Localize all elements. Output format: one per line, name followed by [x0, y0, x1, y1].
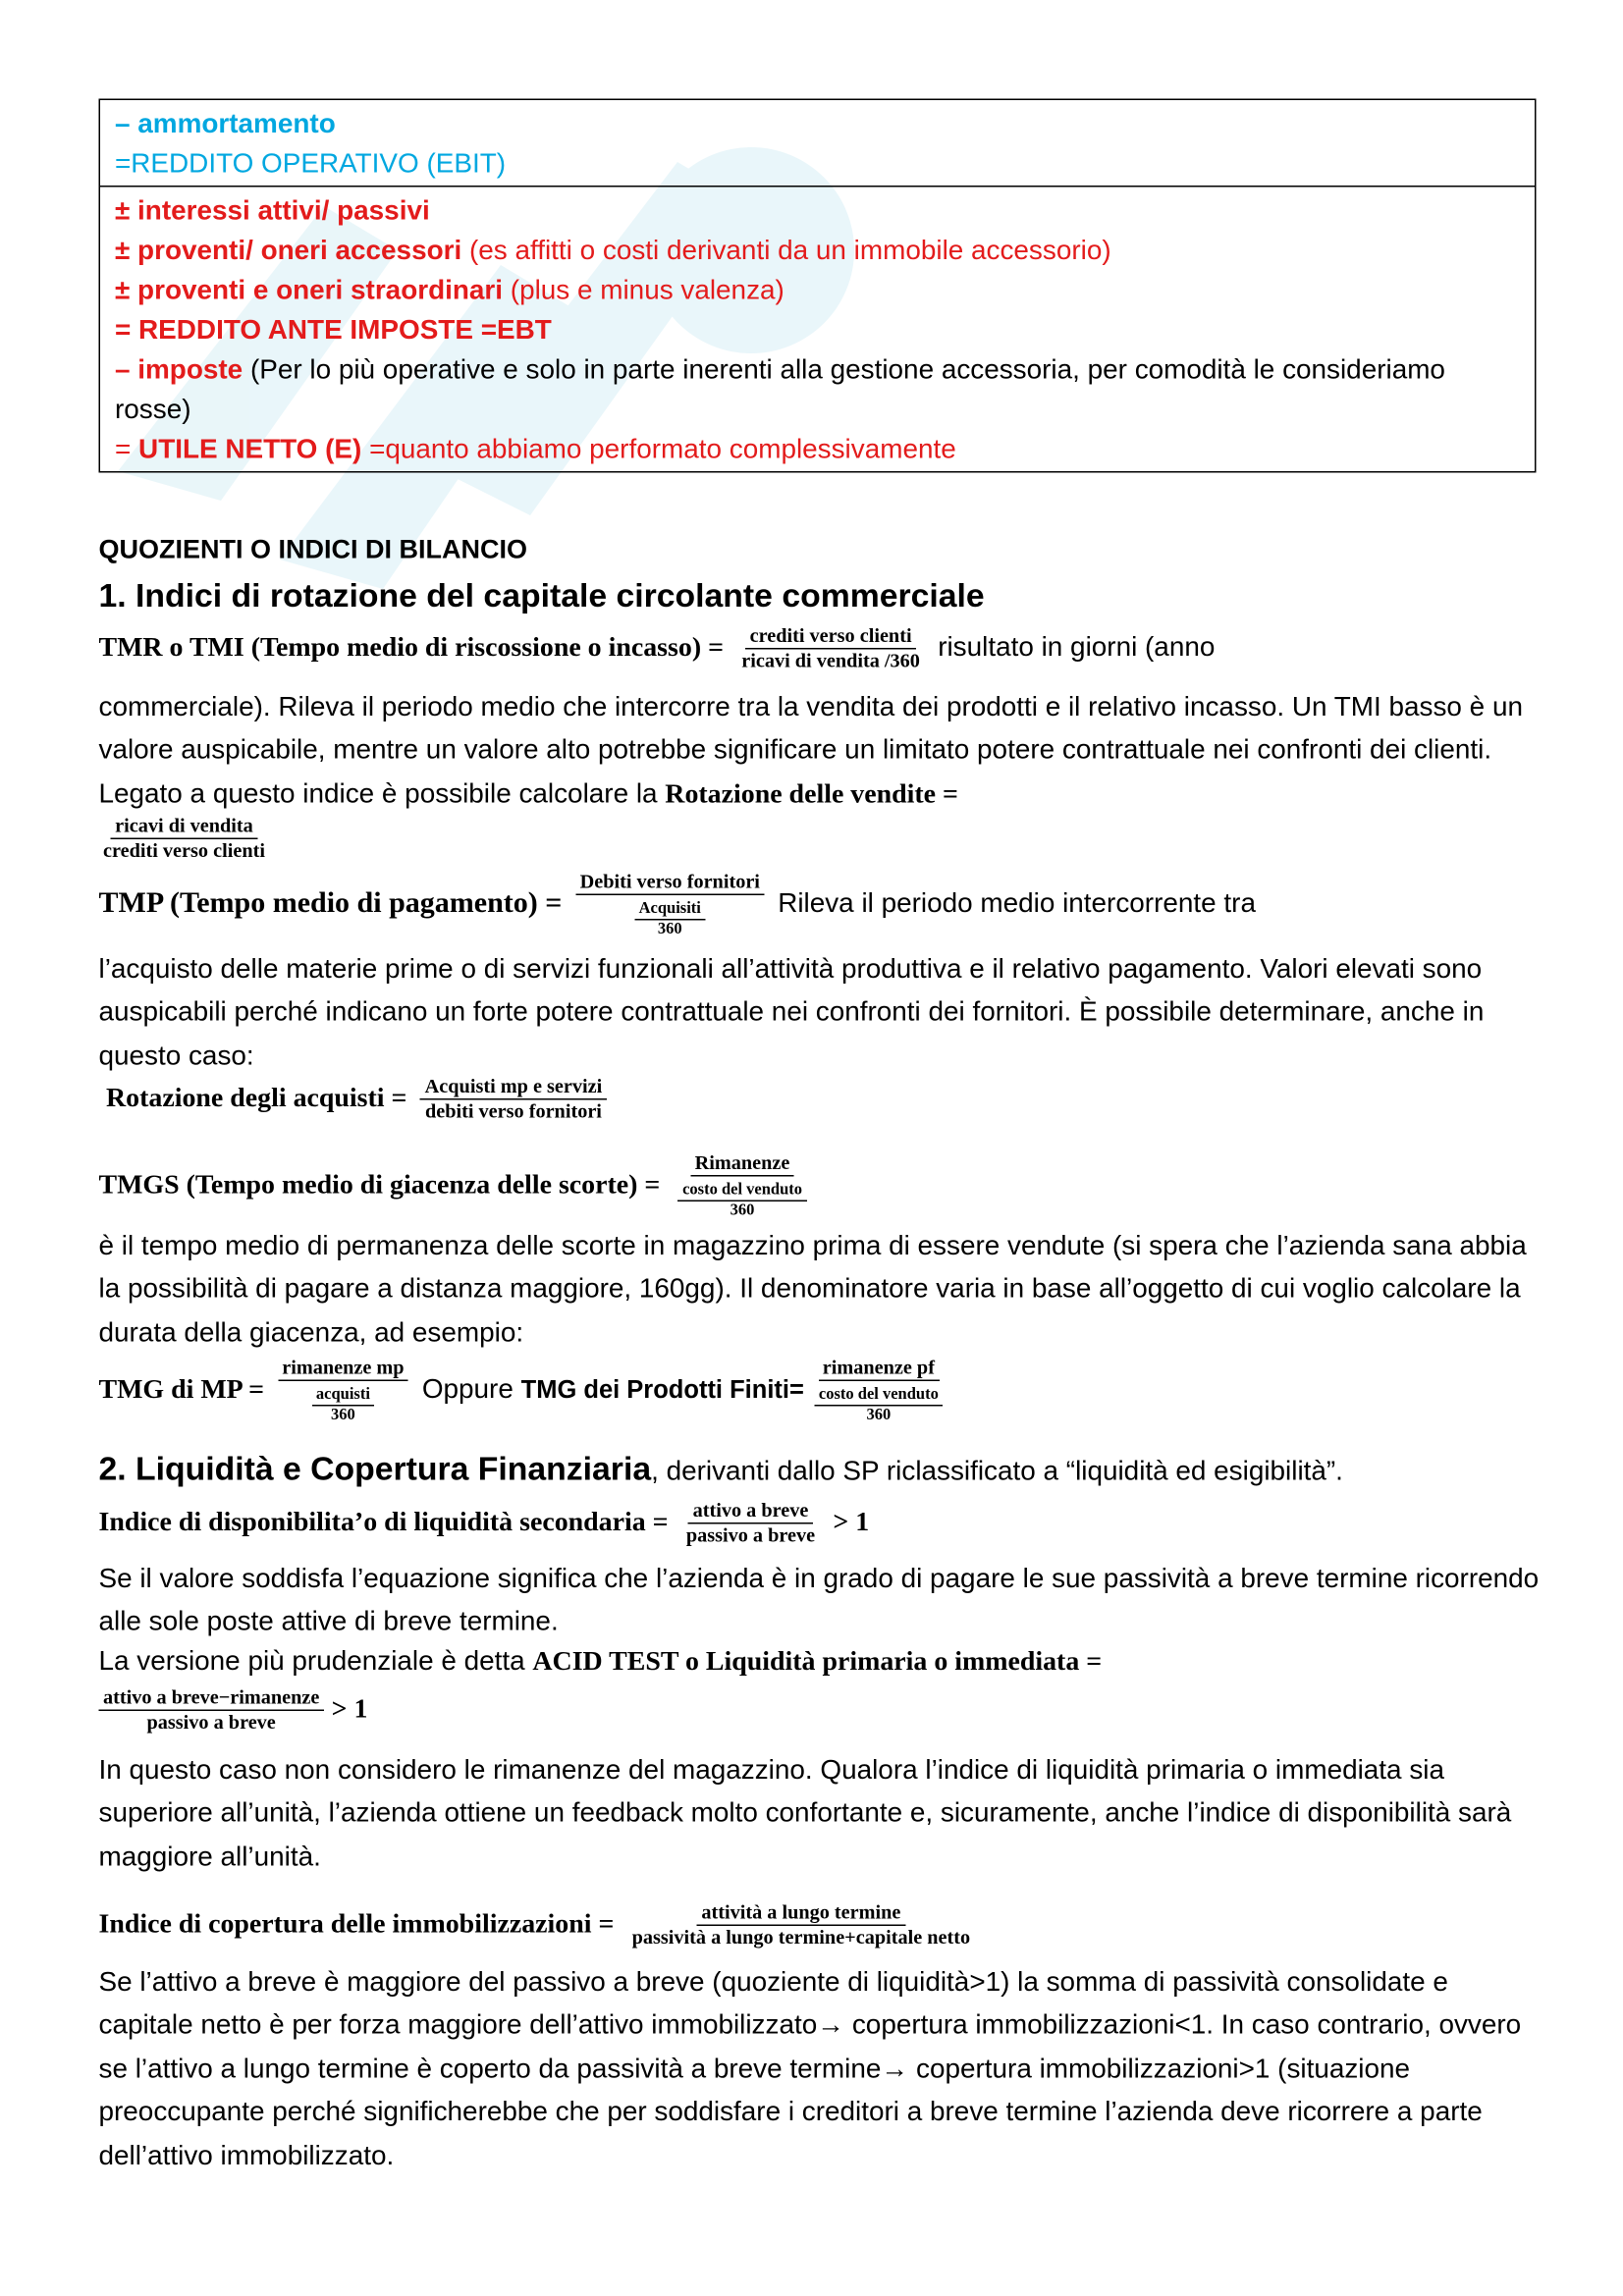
acid-formula [99, 1686, 368, 1735]
heading-liquidita: 2. Liquidità e Copertura Finanziaria, derivanti dallo SP riclassificato a “liquidità ed esigibilità”. [98, 1450, 1343, 1487]
rotazione-vendite-fraction: $\frac{\text{ricavi di vendita}}{\text{crediti verso clienti}}$ [103, 814, 265, 862]
tmr-formula [99, 624, 1216, 673]
utile-netto-line: = UTILE NETTO (E) =quanto abbiamo performato complessivamente [115, 433, 956, 464]
tmr-label: TMR o TMI (Tempo medio di riscossione o incasso) = [98, 632, 724, 664]
copertura-formula [99, 1901, 981, 1950]
interessi-line: ± interessi attivi/ passivi [115, 194, 430, 226]
copertura-paragraph: Se l’attivo a breve è maggiore del passivo a breve (quoziente di liquidità>1) la somma di passività consolidate e capitale netto è per forza maggiore dell’attivo immobilizzato→ copertura immobilizzazioni<1. In caso contrario, ovvero se l’attivo a lungo termine è coperto da passività a breve termine→ copertura immobilizzazioni>1 (situazione preoccupante perché significherebbe che per soddisfare i creditori a breve termine l’azienda deve ricorrere a parte dell’attivo immobilizzato. [98, 1965, 1522, 2170]
tmg-pf-fraction: rimanenze pf costo del venduto 360 [810, 1357, 947, 1426]
tmr-after: risultato in giorni (anno [938, 630, 1216, 663]
acid-intro-line: La versione più prudenziale è detta ACID TEST o Liquidità primaria o immediata = [98, 1644, 1103, 1678]
proventi-straordinari-line: ± proventi e oneri straordinari (plus e minus valenza) [115, 274, 784, 305]
heading-rotazione: 1. Indici di rotazione del capitale circolante commerciale [98, 577, 985, 614]
tmg-pf-label: TMG dei Prodotti Finiti= [520, 1375, 804, 1405]
disponibilita-paragraph: Se il valore soddisfa l’equazione significa che l’azienda è in grado di pagare le sue passività a breve termine ricorrendo alle sole poste attive di breve termine. [98, 1562, 1540, 1637]
tmg-mp-fraction: rimanenze mp acquisti 360 [278, 1357, 408, 1426]
ebt-line: = REDDITO ANTE IMPOSTE =EBT [115, 313, 552, 345]
ammortamento-line: – ammortamento [115, 107, 336, 138]
acid-label: ACID TEST o Liquidità primaria o immediata = [532, 1646, 1103, 1678]
proventi-accessori-line: ± proventi/ oneri accessori (es affitti o costi derivanti da un immobile accessorio) [115, 234, 1111, 265]
box-row-net [100, 186, 1535, 471]
disponibilita-formula [99, 1499, 870, 1548]
tmg-oppure: Oppure [421, 1372, 514, 1405]
copertura-fraction: $\frac{\text{attività a lungo termine}}{\text{passività a lungo termine+capitale netto}}$ [631, 1900, 971, 1949]
tmg-mp-label: TMG di MP = [98, 1374, 265, 1406]
copertura-label: Indice di copertura delle immobilizzazioni = [98, 1908, 615, 1941]
tmp-label: TMP (Tempo medio di pagamento) = [98, 886, 563, 920]
tmp-fraction: Debiti verso fornitori Acquisiti 360 [575, 871, 764, 940]
disponibilita-cmp: > 1 [833, 1507, 870, 1538]
acid-cmp: > 1 [331, 1693, 368, 1726]
acid-paragraph: In questo caso non considero le rimanenze del magazzino. Qualora l’indice di liquidità primaria o immediata sia superiore all’unità, l’azienda ottiene un feedback molto confortante e, sicuramente, anche l’indice di disponibilità sarà maggiore all’unità. [98, 1753, 1512, 1872]
tmgs-fraction: Rimanenze costo del venduto 360 [674, 1151, 811, 1221]
tmg-formula [99, 1357, 953, 1426]
tmr-paragraph: commerciale). Rileva il periodo medio che intercorre tra la vendita dei prodotti e il relativo incasso. Un TMI basso è un valore auspicabile, mentre un valore alto potrebbe significare un limitato potere contrattuale nei confronti dei clienti. Legato a questo indice è possibile calcolare la Rotazione delle vendite = [98, 690, 1523, 810]
rotazione-acquisti-label: Rotazione degli acquisti = [106, 1083, 407, 1114]
tmgs-label: TMGS (Tempo medio di giacenza delle scorte) = [98, 1169, 661, 1201]
tmp-after: Rileva il periodo medio intercorrente tra [778, 886, 1256, 919]
disponibilita-fraction: $\frac{\text{attivo a breve}}{\text{passivo a breve}}$ [685, 1499, 816, 1546]
tmp-formula [99, 871, 1256, 940]
section-title: QUOZIENTI O INDICI DI BILANCIO [98, 534, 527, 564]
tmgs-paragraph: è il tempo medio di permanenza delle scorte in magazzino prima di essere vendute (si spera che l’azienda sana abbia la possibilità di pagare a distanza maggiore, 160gg). Il denominatore varia in base all’oggetto di cui voglio calcolare la durata della giacenza, ad esempio: [98, 1229, 1527, 1348]
income-statement-box [99, 99, 1537, 473]
reddito-operativo-line: =REDDITO OPERATIVO (EBIT) [115, 147, 507, 179]
acid-fraction: $\frac{\text{attivo a breve−rimanenze}}{\text{passivo a breve}}$ [99, 1686, 324, 1735]
box-row-ebit [100, 100, 1535, 186]
tmr-fraction: $\frac{\text{crediti verso clienti}}{\text{ricavi di vendita /360}}$ [741, 624, 920, 671]
tmgs-formula [99, 1151, 818, 1221]
rotazione-acquisti-fraction: $\frac{\text{Acquisti mp e servizi}}{\text{debiti verso fornitori}}$ [420, 1075, 607, 1124]
tmp-paragraph: l’acquisto delle materie prime o di servizi funzionali all’attività produttiva e il relativo pagamento. Valori elevati sono auspicabili perché indicano un forte potere contrattuale nei confronti dei fornitori. È possibile determinare, anche in questo caso: [98, 952, 1485, 1071]
rotazione-acquisti-formula [106, 1075, 613, 1124]
imposte-line: – imposte (Per lo più operative e solo in parte inerenti alla gestione accessoria, per comodità le consideriamo rosse) [115, 353, 1445, 424]
disponibilita-label: Indice di disponibilita’o di liquidità secondaria = [98, 1507, 669, 1538]
